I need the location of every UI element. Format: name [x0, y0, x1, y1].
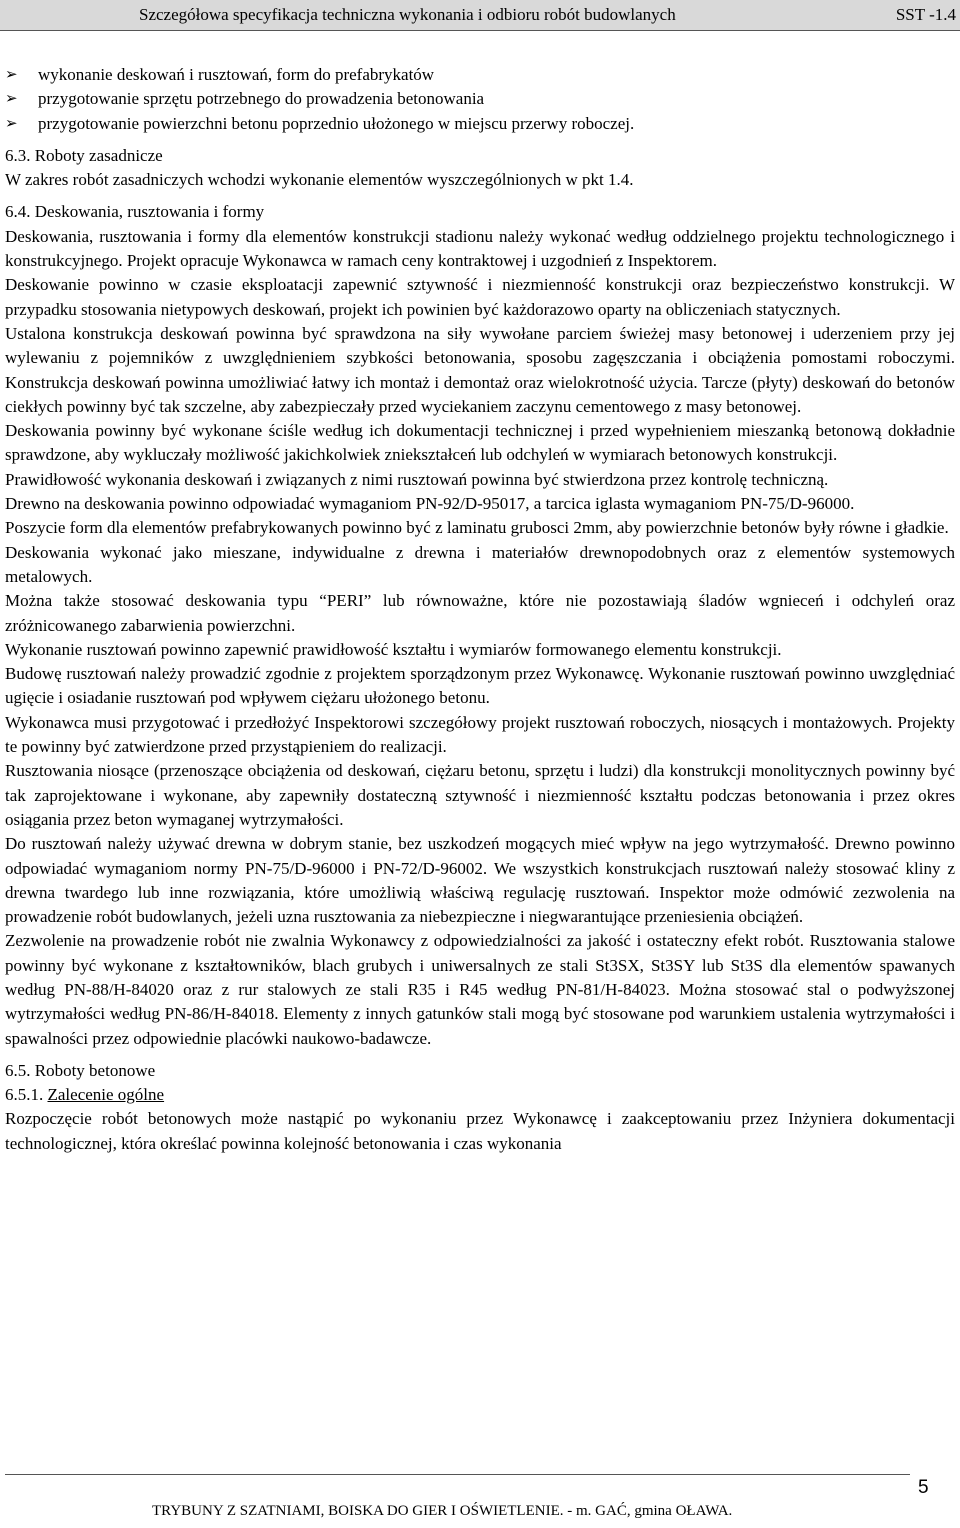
paragraph: Ustalona konstrukcja deskowań powinna być sprawdzona na siły wywołane parciem świeżej masy betonowej i uderzeniem przy jej wylewaniu z pojemników z uwzględnieniem szybkości betonowania, sposobu zagęszczania i obciążenia pomostami roboczymi. Konstrukcja deskowań powinna umożliwiać łatwy ich montaż i demontaż oraz wielokrotność użycia. Tarcze (płyty) deskowań do betonów ciekłych powinny być tak szczelne, aby zabezpieczały przed wyciekaniem zaczynu cementowego z masy betonowej.	[5, 323, 955, 416]
subsection-title: Zalecenie ogólne	[47, 1085, 165, 1105]
paragraph: Budowę rusztowań należy prowadzić zgodnie z projektem sporządzonym przez Wykonawcę. Wykonanie rusztowań powinno uwzględniać ugięcie i osiadanie rusztowań pod wpływem ciężaru ułożonego betonu.	[5, 664, 955, 708]
arrow-bullet-icon: ➢	[5, 67, 18, 83]
document-body	[5, 63, 955, 1156]
document-code: SST -1.4	[895, 5, 956, 24]
paragraph: Deskowania, rusztowania i formy dla elementów konstrukcji stadionu należy wykonać według oddzielnego projektu technologicznego i konstrukcyjnego. Projekt opracuje Wykonawca w ramach ceny kontraktowej i uzgodnień z Inspektorem.	[5, 226, 955, 271]
paragraph: Wykonanie rusztowań powinno zapewnić prawidłowość kształtu i wymiarów formowanego elementu konstrukcji.	[5, 639, 782, 659]
paragraph: W zakres robót zasadniczych wchodzi wykonanie elementów wyszczególnionych w pkt 1.4.	[5, 170, 634, 190]
paragraph: Można także stosować deskowania typu “PERI” lub równoważne, które nie pozostawiają śladów wgnieceń i odchyleń oraz zróżnicowanego zabarwienia powierzchni.	[5, 591, 955, 635]
paragraph: Zezwolenie na prowadzenie robót nie zwalnia Wykonawcy z odpowiedzialności za jakość i ostateczny efekt robót. Rusztowania stalowe powinny być wykonane z kształtowników, blach grubych i uniwersalnych ze stali St3SX, St3SY lub St3S dla elementów spawanych według PN-88/H-84020 oraz z rur stalowych ze stali R35 i R45 według PN-81/H-84023. Można stosować stal o podwyższonej wytrzymałości według PN-86/H-84018. Elementy z innych gatunków stali mogą być stosowane pod warunkiem ustalenia wytrzymałości i spawalności przez odpowiednie placówki naukowo-badawcze.	[5, 931, 955, 1048]
arrow-bullet-icon: ➢	[5, 115, 18, 132]
paragraph: Wykonawca musi przygotować i przedłożyć Inspektorowi szczegółowy projekt rusztowań roboczych, niosących i montażowych. Projekty te powinny być zatwierdzone przed przystąpieniem do realizacji.	[5, 712, 955, 757]
paragraph: Rusztowania niosące (przenoszące obciążenia od deskowań, ciężaru betonu, sprzętu i ludzi) dla konstrukcji monolitycznych powinny być tak zaprojektowane i wykonane, aby zapewniły dostateczną sztywność i niezmienność kształtu podczas betonowania i przez okres osiągania przez beton wymaganej wytrzymałości.	[5, 761, 955, 829]
paragraph: Drewno na deskowania powinno odpowiadać wymaganiom PN-92/D-95017, a tarcica iglasta wymaganiom PN-75/D-96000.	[5, 494, 855, 514]
page-number: 5	[918, 1477, 929, 1498]
paragraph: Deskowanie powinno w czasie eksploatacji zapewnić sztywność i niezmienność konstrukcji oraz bezpieczeństwo konstrukcji. W przypadku stosowania nietypowych deskowań, projekt ich powinien być każdorazowo oparty na obliczeniach statycznych.	[5, 275, 955, 319]
subsection-heading-6-5-1	[5, 1083, 955, 1107]
paragraph: Rozpoczęcie robót betonowych może nastąpić po wykonaniu przez Wykonawcę i zaakceptowaniu przez Inżyniera dokumentacji technologicznej, która określać powinna kolejność betonowania i czas wykonania	[5, 1109, 955, 1153]
page-header	[0, 0, 960, 31]
section-heading-6-5: 6.5. Roboty betonowe	[5, 1060, 156, 1080]
paragraph: Do rusztowań należy używać drewna w dobrym stanie, bez uszkodzeń mogących mieć wpływ na jego wytrzymałość. Drewno powinno odpowiadać wymaganiom normy PN-75/D-96000 i PN-72/D-96002. We wszystkich konstrukcjach rusztowań należy stosować kliny z drewna twardego lub inne rozwiązania, które umożliwią właściwą regulację rusztowań. Inspektor może odmówić zezwolenia na prowadzenie robót budowlanych, jeżeli uzna rusztowania za niebezpieczne i niegwarantujące przeniesienia obciążeń.	[5, 834, 955, 927]
section-heading-6-4: 6.4. Deskowania, rusztowania i formy	[5, 202, 265, 222]
list-item: ➢ wykonanie deskowań i rusztowań, form do prefabrykatów	[5, 63, 955, 87]
subsection-number: 6.5.1.	[5, 1085, 44, 1105]
section-heading-6-3: 6.3. Roboty zasadnicze	[5, 145, 163, 165]
paragraph: Deskowania wykonać jako mieszane, indywidualne z drewna i materiałów drewnopodobnych oraz z elementów systemowych metalowych.	[5, 542, 955, 586]
paragraph: Poszycie form dla elementów prefabrykowanych powinno być z laminatu grubosci 2mm, aby powierzchnie betonów były równe i gładkie.	[5, 518, 949, 538]
bullet-list	[5, 63, 955, 136]
list-item: ➢ przygotowanie powierzchni betonu poprzednio ułożonego w miejscu przerwy roboczej.	[5, 112, 955, 136]
paragraph: Prawidłowość wykonania deskowań i związanych z nimi rusztowań powinna być stwierdzona przez kontrolę techniczną.	[5, 469, 829, 489]
footer-text: TRYBUNY Z SZATNIAMI, BOISKA DO GIER I OŚWIETLENIE. - m. GAĆ, gmina OŁAWA.	[152, 1503, 733, 1519]
arrow-bullet-icon: ➢	[5, 91, 18, 108]
paragraph: Deskowania powinny być wykonane ściśle według ich dokumentacji technicznej i przed wypełnieniem mieszanką betonową dokładnie sprawdzone, aby wykluczały możliwość jakichkolwiek zniekształceń lub odchyleń w wymiarach betonowych konstrukcji.	[5, 421, 955, 465]
list-item: ➢ przygotowanie sprzętu potrzebnego do prowadzenia betonowania	[5, 87, 955, 111]
footer-divider	[5, 1474, 910, 1475]
document-title: Szczegółowa specyfikacja techniczna wykonania i odbioru robót budowlanych	[139, 5, 676, 24]
